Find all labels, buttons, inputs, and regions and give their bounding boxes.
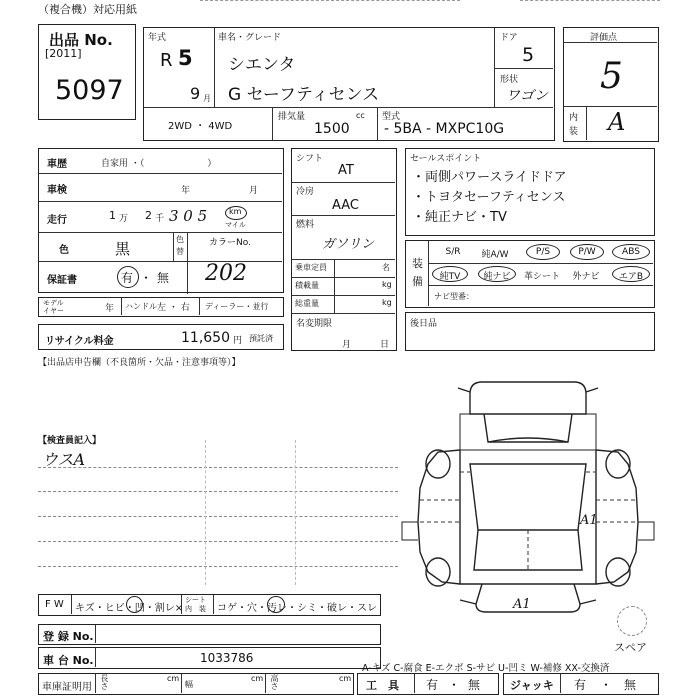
doors: 5 <box>522 44 535 66</box>
mileage-unit-km: km <box>229 207 242 216</box>
tools-dot: ・ <box>448 678 461 692</box>
spare-circle-icon <box>617 606 647 636</box>
dealer-label: ディーラー・並行 <box>205 302 269 311</box>
mileage-unit-mile: マイル <box>225 221 246 229</box>
lot-box <box>38 24 136 120</box>
color-change-1: 色 <box>176 235 184 244</box>
warranty-no: 無 <box>157 271 170 285</box>
equipment-label-1: 装 <box>412 257 423 270</box>
history-value: 自家用 ・（ ） <box>101 159 217 169</box>
damage-legend: A-キズ C-腐食 E-エクボ S-サビ U-凹ミ W-補修 XX-交換済 <box>362 663 610 674</box>
seat-stain-circle <box>267 596 285 613</box>
car-damage-diagram <box>398 372 660 620</box>
mileage-rest: 3 0 5 <box>169 207 208 225</box>
garage-cert-row <box>38 673 354 695</box>
top-scrap-line-right <box>520 0 660 4</box>
weight-unit: kg <box>382 298 392 307</box>
details-box <box>38 148 284 293</box>
model-year-label-2: イヤー <box>43 307 64 315</box>
declaration-label: 【出品店申告欄（不良箇所・欠品・注意事項等）】 <box>38 358 241 368</box>
color-label: 色 <box>59 245 69 256</box>
inspection-label: 車検 <box>47 185 67 196</box>
car-grade: G セーフティセンス <box>228 85 380 105</box>
tools-no: 無 <box>468 678 481 692</box>
fw-row <box>38 594 381 616</box>
ac-value: AAC <box>332 198 359 213</box>
registration-row <box>38 624 381 645</box>
model-year-label-1: モデル <box>43 299 64 307</box>
registration-label: 登 録 No. <box>43 630 94 643</box>
form-title: （複合機）対応用紙 <box>38 3 137 16</box>
chassis-value: 1033786 <box>200 651 254 665</box>
capacity-label: 乗車定員 <box>295 263 327 272</box>
year-label: 年式 <box>148 33 167 43</box>
score-value: 5 <box>600 56 623 97</box>
equipment-box <box>405 240 655 308</box>
height-unit: cm <box>339 674 352 683</box>
model-month: 9 <box>190 84 201 103</box>
after-items-label: 後日品 <box>410 319 438 329</box>
deadline-label: 名変期限 <box>296 319 333 329</box>
spare-label: スペア <box>614 641 647 654</box>
warranty-yes: 有 <box>121 271 134 285</box>
fw-defects: キズ・ヒビ・凹・割レ× <box>75 603 184 614</box>
load-unit: kg <box>382 280 392 289</box>
capacity-unit: 名 <box>382 263 390 272</box>
lot-number: 5097 <box>55 75 124 106</box>
sales-point-1: ・両側パワースライドドア <box>412 170 567 185</box>
mileage-man: 1 <box>109 209 116 222</box>
weight-label: 総重量 <box>295 299 319 308</box>
doors-label: ドア <box>500 33 518 43</box>
jack-dot: ・ <box>600 678 613 692</box>
mech-box <box>291 148 397 351</box>
shape: ワゴン <box>506 88 548 104</box>
sales-box <box>405 148 655 236</box>
equip-sr: S/R <box>445 247 461 257</box>
mileage-sen-unit: 千 <box>155 214 165 224</box>
ac-label: 冷房 <box>296 187 315 197</box>
equipment-label-2: 備 <box>412 275 423 288</box>
name-label: 車名・グレード <box>218 33 282 43</box>
sales-point-3: ・純正ナビ・TV <box>412 210 507 225</box>
warranty-dot: ・ <box>140 271 153 285</box>
inspector-label: 【検査員記入】 <box>38 436 102 446</box>
width-label: 幅 <box>185 680 193 689</box>
lot-year-code: [2011] <box>45 47 82 60</box>
after-items-box <box>405 312 655 351</box>
equip-ps: P/S <box>535 247 551 257</box>
length-unit: cm <box>167 674 180 683</box>
fuel-value: ガソリン <box>322 237 375 252</box>
tools-label: 工 具 <box>366 679 399 692</box>
equip-pw: P/W <box>578 247 596 257</box>
mileage-label: 走行 <box>47 215 67 226</box>
model-type: - 5BA - MXPC10G <box>384 121 505 137</box>
recycle-unit: 円 <box>233 336 243 346</box>
seat-label-1: シート <box>185 596 206 604</box>
mileage-man-unit: 万 <box>119 214 129 224</box>
garage-cert-label: 車庫証明用 <box>42 682 92 693</box>
recycle-note: 預託済 <box>249 334 273 343</box>
sales-label: セールスポイント <box>410 154 482 164</box>
load-label: 積載量 <box>295 281 319 290</box>
recycle-row <box>38 324 284 350</box>
jack-row <box>503 673 659 695</box>
equip-leather: 革シート <box>523 272 560 282</box>
tools-yes: 有 <box>426 678 439 692</box>
drive: 2WD ・ 4WD <box>168 121 233 132</box>
height-label: 高さ <box>270 674 279 690</box>
steering-row <box>38 297 284 317</box>
jack-no: 無 <box>624 678 637 692</box>
sales-point-2: ・トヨタセーフティセンス <box>412 190 566 205</box>
shape-label: 形状 <box>500 75 519 85</box>
color-change-2: 替 <box>176 247 184 256</box>
model-year-unit: 年 <box>105 304 115 314</box>
navi-model-label: ナビ型番： <box>434 292 474 301</box>
displacement-label: 排気量 <box>278 112 306 122</box>
shift-value: AT <box>338 163 354 178</box>
seat-defects: コゲ・穴・汚レ・シミ・破レ・スレ <box>217 603 377 614</box>
interior-value: A <box>608 108 626 136</box>
chassis-label: 車 台 No. <box>43 654 94 667</box>
top-scrap-line <box>200 0 460 4</box>
width-unit: cm <box>251 674 264 683</box>
displacement: 1500 <box>314 121 350 137</box>
recycle-fee: 11,650 <box>181 330 230 346</box>
equip-navi: 純ナビ <box>483 272 511 282</box>
steering-label: ハンドル <box>125 302 157 311</box>
interior-label-1: 内 <box>569 113 579 123</box>
fw-dent-circle <box>126 596 143 613</box>
damage-mark-side: A1 <box>580 513 598 528</box>
inspector-note: ウスA <box>42 450 86 469</box>
model-box <box>143 27 555 141</box>
equip-ext-navi: 外ナビ <box>572 272 600 282</box>
inspection-year: 年 <box>181 186 191 196</box>
score-label: 評価点 <box>590 33 618 43</box>
length-label: 長さ <box>100 674 109 690</box>
color-no: 202 <box>205 261 247 286</box>
shift-label: シフト <box>296 154 324 164</box>
chassis-row <box>38 647 381 669</box>
jack-yes: 有 <box>574 678 587 692</box>
warranty-label: 保証書 <box>47 275 77 286</box>
type-label: 型式 <box>382 112 401 122</box>
history-label: 車歴 <box>47 159 67 170</box>
deadline-month: 月 <box>342 340 352 350</box>
equip-airbag: エアB <box>618 272 644 282</box>
model-year: 5 <box>178 46 193 70</box>
displacement-unit: cc <box>356 111 365 120</box>
equip-tv: 純TV <box>439 272 461 282</box>
fw-label: F W <box>45 599 64 610</box>
inspection-month: 月 <box>249 186 259 196</box>
score-box <box>563 27 659 142</box>
era: R <box>160 50 173 71</box>
equip-aw: 純A/W <box>481 250 509 260</box>
damage-mark-rear: A1 <box>513 597 531 612</box>
color-no-label: カラーNo. <box>209 238 251 248</box>
mileage-sen: 2 <box>145 209 152 222</box>
seat-label-2: 内 装 <box>185 605 206 613</box>
color-value: 黒 <box>115 240 131 258</box>
deadline-day: 日 <box>380 340 390 350</box>
recycle-label: リサイクル料金 <box>45 336 114 347</box>
car-name: シエンタ <box>228 55 296 75</box>
equip-abs: ABS <box>622 247 640 257</box>
month-unit: 月 <box>203 94 211 103</box>
interior-label-2: 装 <box>569 127 579 137</box>
steering-value: 左 ・ 右 <box>157 303 190 313</box>
jack-label: ジャッキ <box>510 679 554 692</box>
lot-label: 出品 No. <box>49 31 113 49</box>
fuel-label: 燃料 <box>296 220 315 230</box>
tools-row <box>357 673 499 695</box>
